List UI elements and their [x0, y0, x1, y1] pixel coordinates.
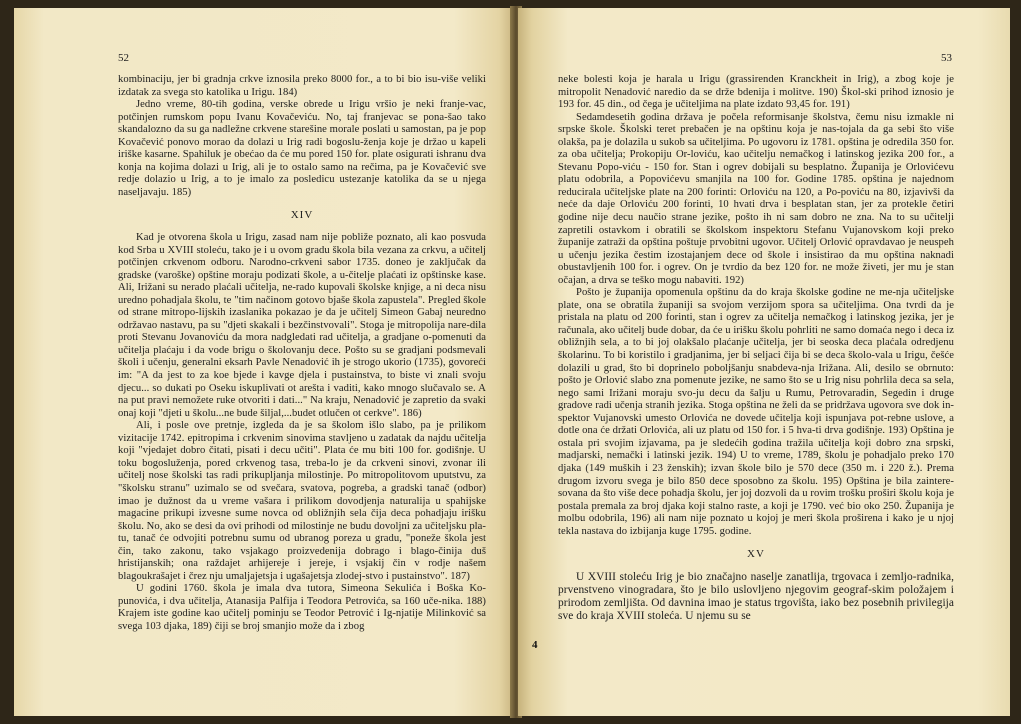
chapter-heading: XV — [747, 548, 765, 561]
paragraph: kombinaciju, jer bi gradnja crkve iznosila preko 8000 for., a to bi bio isu-više veliki izdatak za svega sto katolika u Irigu. 184) — [118, 74, 486, 98]
chapter-heading: XIV — [290, 209, 314, 222]
right-page-text — [558, 74, 954, 624]
left-page — [14, 8, 514, 716]
paragraph: Sedamdesetih godina država je počela reformisanje školstva, čemu nisu izmakle ni srpske škole. Školski teret prebačen je na opštinu koja je nas-tojala da ga sebi što više olakša, pa je dolazila u sukob sa učiteljima. Po ugovoru iz 1781. opština je odredila 350 for. za oba učitelja; Prokopiju Or-loviću, kao učitelju nemačkog i latinskog jezika 200 for., a Stevanu Popo-viću - 150 for. Stan i ogrev dobijali su besplatno. Županija je Orlovićevu platu odobrila, a Popovićevu smanjila na 100 for. Godine 1785. opština je najednom reducirala učiteljske plate na 200 forinti: Orloviću na 120, a Po-poviću na 80, izjavivši da neće da daje Orloviću 200 forinti, 10 hvati drva i besplatan stan, jer za protekle četiri godine nije decu naučio strane jezike, pošto ih ni sam dobro ne zna. Na to su učitelji zapretili ostavkom i obratili se školskom inspektoru Stefanu Vujanovskom koji preko županije zatraži da opština poštuje prvobitni ugovor. Učitelj Orlović opravdavao je neuspeh u učenju jezika čestim izostajanjem dece od škole i insistirao da mu opština naknadi obustavljenih 100 for. i ogrev. On je tvrdio da bez 120 for. ne može živeti, jer mu je stan očajan, a drva se teško mogu nabaviti. 192) — [558, 111, 954, 286]
page-number-left: 52 — [118, 52, 129, 64]
margin-mark: 4 — [532, 639, 538, 651]
left-page-text — [118, 74, 486, 634]
paragraph: Jedno vreme, 80-tih godina, verske obrede u Irigu vršio je neki franje-vac, potčinjen rumskom popu Ivanu Kovačeviću. No, taj franjevac se pona-šao tako skandalozno da su ga nadležne crkvene starešine morale poslati u samostan, pa je pop Kovačević ponovo morao da dolazi u Irig radi bogoslu-ženja koje je držao u kapeli iriške kasarne. Spahiluk je obećao da će mu pored 150 for. plate osigurati ishranu dva konja na kojima dolazi u Irig, ali je to ostalo samo na rečima, pa je Kovačević sve redje dolazio u Irig, a to je imalo za posledicu ustezanje katolika da se u njega naseljavaju. 185) — [118, 99, 486, 198]
paragraph: Ali, i posle ove pretnje, izgleda da je sa školom išlo slabo, pa je prilikom vizitacije 1742. epitropima i crkvenim sinovima stavljeno u zadatak da najdu učitelja koji "vjedajet dobro čitati, pisati i decu učiti". Plata će mu biti 100 for. godišnje. U toku bogosluženja, pored crkvenog tasa, treba-lo je da crkveni sinovi, zvonar ili učitelj nose školski tas radi prikupljanja milostinje. Po mitropolitovom uputstvu, za "školsku stranu" uzimalo se od svečara, svatova, pogreba, a gradski tanač (odbor) imao je dužnost da u vreme vašara i prilikom dovodjenja naturalija u spahijske magacine prikupi izvesne sume novca od obližnjih sela čija deca pohadjaju irišku školu. No, ako se desi da ovi prihodi od milostinje ne budu dovoljni za učiteljsku pla-tu, tanač će odvojiti potrebnu sumu od ubranog poreza u gradu, "poneže škola jest čin, tako zakonu, tako vsjakago proizvedenija dobrago i blago-činija duš hristijanskih; ona raždajet arhijereje i jereje, i vsjakij čin v rodje našem blagoukrašajet i črez nju umaljajetsja i ugašajetsja zlodej-stvo i pustainstvo". 187) — [118, 420, 486, 582]
paragraph: U godini 1760. škola je imala dva tutora, Simeona Sekulića i Boška Ko-punovića, i dva učitelja, Atanasija Palfija i Teodora Petrovića, sa 160 uče-nika. 188) Krajem iste godine kao učitelj pominju se Teodor Petrović i Ig-njatije Milinković sa svega 103 djaka, 189) čiji se broj smanjio može da i zbog — [118, 583, 486, 632]
right-page — [518, 8, 1010, 716]
paragraph: Pošto je županija opomenula opštinu da do kraja školske godine ne me-nja učiteljske plate, ona se obratila županiji sa svojom verzijom spora sa učiteljima. Ona tvrdi da je pristala na platu od 200 forinti, stan i ogrev za učitelja nemačkog i latinskog jezika, jer je računala, ako učitelj bude dobar, da će u irišku školu pohrliti ne samo domaća nego i deca iz obližnjih sela, a to bi joj olakšalo plaćanje učitelja, jer bi seoska deca plaćala odredjenu školarinu. To bi koristilo i gradjanima, jer bi seljaci čija bi se deca školo-vala u Irigu, češće dolazili u grad, što bi doprinelo poboljšanju snabdeva-nja Irižana. Ali, desilo se obrnuto: pošto je Orlović slabo zna pomenute jezike, ne samo što se u Irig nisu pohrlila deca sa sela, nego sami Irižani moraju svo-ju decu da šalju u Rumu, Petrovaradin, Segedin i druge gradove radi učenja stranih jezika. Stoga opština ne želi da se pridržava ugovora sve dok in-spektor Vujanovski umesto Orlovića ne dovede učitelja koji ispunjava pot-rebne uslove, a dotle ona će držati Orlovića, ali uz platu od 150 for. i 5 hva-ti drva godišnje. 193) Opština je ostala pri svojim izjavama, pa je sledećih godina tražila učitelja koji dobro zna srpski, madjarski, nemački i latinski jezik. 194) U to vreme, 1789, školu je pohadjalo preko 170 djaka (149 muških i 23 ženskih); izvan škole bilo je 570 dece (350 m. i 220 ž.). Prema drugom izvoru svega je bilo 850 dece sposobno za školu. 195) Opština je bila zaintere-sovana da što više dece pohadja školu, jer joj dozvoli da u rovim trošku proširi školu koja je postala premala za broj djaka koji stalno raste, a koji je 1790. već bio oko 250. Županija je molbu odobrila, 196) ali nam nije poznato u kojoj je meri škola proširena i kako je u njoj tekla nastava do izbijanja kuge 1795. godine. — [558, 287, 954, 537]
paragraph: Kad je otvorena škola u Irigu, zasad nam nije pobliže poznato, ali kao posvuda kod Srba u XVIII stoleću, tako je i u ovom gradu škola bila vezana za crkvu, a učitelj potčinjen crkvenom odboru. Narodno-crkveni sabor 1735. doneo je zaključak da gradske (varoške) opštine moraju podizati škole, a u-čitelje plaćati iz opštinske kase. Ali, Irižani su nerado plaćali učitelja, ne-rado kupovali školske knjige, a ni deca nisu uredno pohadjala školu, te "tim načinom gotovo bjaše škola zapustela". Pregled škole od strane mitropo-lijskih izaslanika pokazao je da je učitelj Simeon Gabaj neuredno održavao nastavu, pa su "djeti skakali i bezčinstvovali". Stoga je mitropolija nare-dila proti Stevanu Jovanoviću da mora nadgledati rad učitelja, a gradjane o-pomenuti da učitelja plaćaju i da vode brigu o školovanju dece. Pošto su se gradjani podsmevali školi i učenju, generalni eksarh Pavle Nenadović ih je strogo ukorio (1735), govoreći im: "A da jest to za koe bjede i kavge djela i pustainstva, to biste vi znali svoju djecu... so dukati po Oseku iskuplivati ot arešta i vaditi, kako mnogo slučavalo se. A na put pravi nemožete ruke otvoriti i dati..." Na kraju, Nenadović je zapretio da svaki onaj koji "djeti u školu...ne bude šiljal,...budet otlučen ot cerkve". 186) — [118, 232, 486, 419]
paragraph: U XVIII stoleću Irig je bio značajno naselje zanatlija, trgovaca i zemljo-radnika, prvenstveno vinogradara, što je bilo uslovljeno njegovim geograf-skim položajem i prirodom zemljišta. Od davnina imao je status trgovišta, iako bez posebnih privilegija sve do kraja XVIII stoleća. U njemu su se — [558, 570, 954, 623]
page-number-right: 53 — [941, 52, 952, 64]
paragraph: neke bolesti koja je harala u Irigu (grassirenden Kranckheit in Irig), a zbog koje je mitropolit Nenadović naredio da se drže bdenija i molitve. 190) Škol-ski prihod iznosio je 193 for. 45 din., od čega je učiteljima na plate izdato 93,45 for. 191) — [558, 74, 954, 111]
